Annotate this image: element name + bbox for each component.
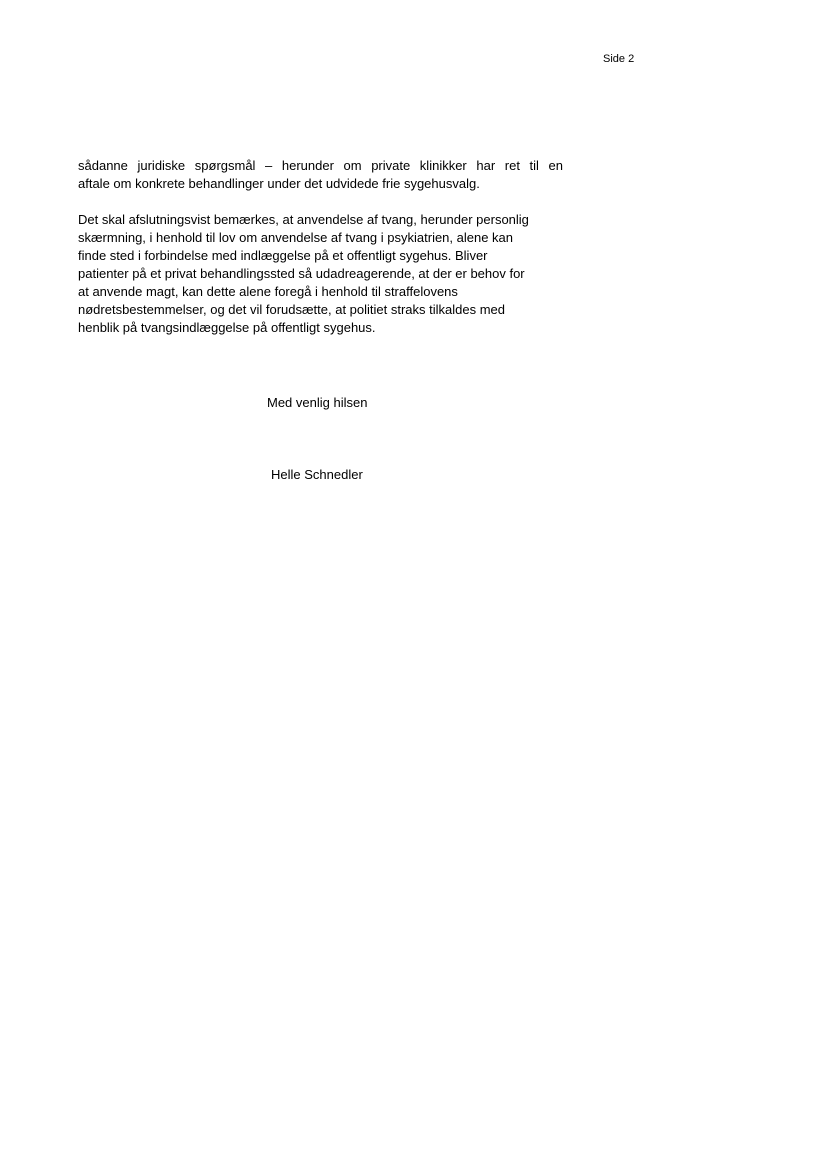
page-number: Side 2 bbox=[603, 53, 635, 65]
signer-name: Helle Schnedler bbox=[271, 467, 363, 482]
paragraph-1-line: aftale om konkrete behandlinger under det udvidede frie sygehusvalg. bbox=[78, 176, 480, 191]
paragraph-1-line: sådanne juridiske spørgsmål – herunder om private klinikker har ret til en bbox=[78, 158, 563, 173]
paragraph-2-line: skærmning, i henhold til lov om anvendelse af tvang i psykiatrien, alene kan bbox=[78, 230, 514, 245]
paragraph-2 bbox=[78, 211, 563, 337]
paragraph-2-line: at anvende magt, kan dette alene foregå i henhold til straffelovens bbox=[78, 284, 458, 299]
paragraph-2-line: nødretsbestemmelser, og det vil forudsætte, at politiet straks tilkaldes med bbox=[78, 302, 506, 317]
paragraph-2-line: Det skal afslutningsvist bemærkes, at anvendelse af tvang, herunder personlig bbox=[78, 212, 529, 227]
paragraph-1 bbox=[78, 157, 563, 193]
paragraph-2-line: patienter på et privat behandlingssted så udadreagerende, at der er behov for bbox=[78, 266, 525, 281]
paragraph-2-line: finde sted i forbindelse med indlæggelse på et offentligt sygehus. Bliver bbox=[78, 248, 488, 263]
paragraph-2-line: henblik på tvangsindlæggelse på offentligt sygehus. bbox=[78, 320, 376, 335]
closing-greeting: Med venlig hilsen bbox=[267, 395, 368, 410]
letter-body bbox=[78, 157, 563, 337]
